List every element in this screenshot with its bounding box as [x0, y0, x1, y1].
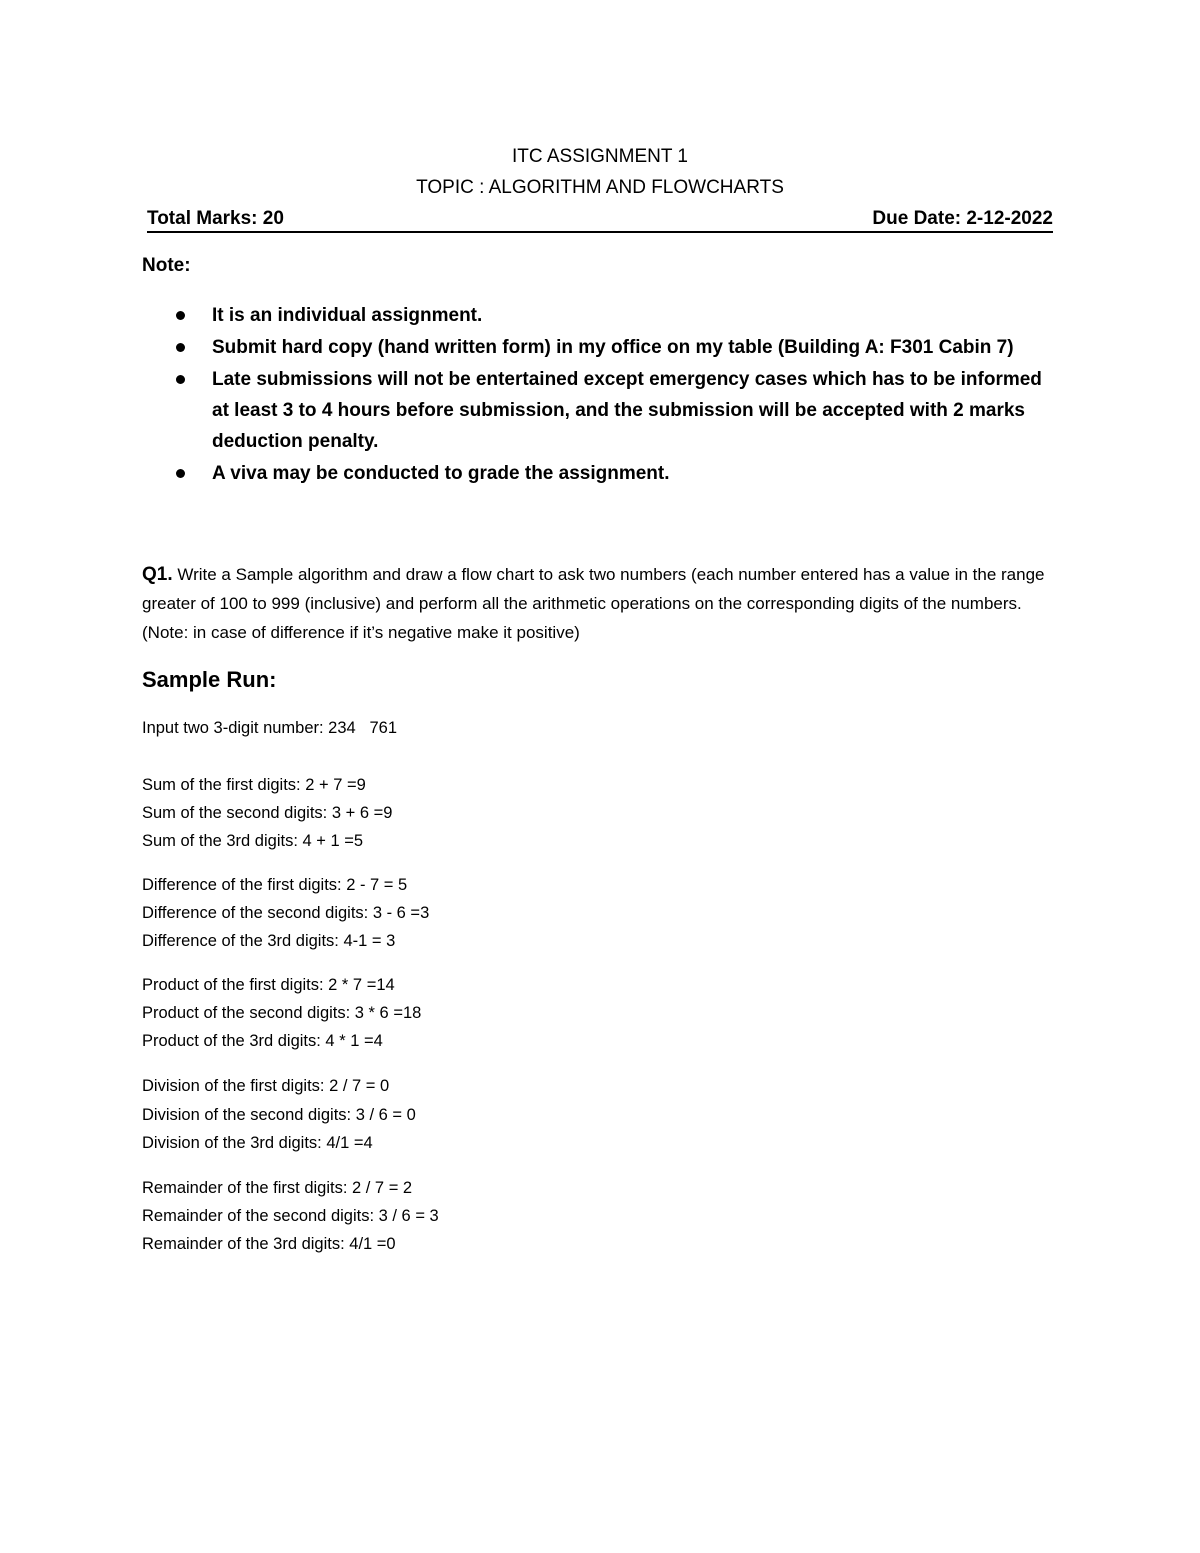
output-line: Product of the first digits: 2 * 7 =14	[142, 976, 395, 994]
note-text: It is an individual assignment.	[212, 305, 483, 326]
output-line: Difference of the first digits: 2 - 7 = 5	[142, 876, 408, 894]
output-line: Division of the second digits: 3 / 6 = 0	[142, 1106, 416, 1124]
note-text: Late submissions will not be entertained except emergency cases which has to be informed at least 3 to 4 hours before submission, and the submission will be accepted with 2 marks deduction penalty.	[212, 369, 1042, 452]
output-line: Remainder of the second digits: 3 / 6 = 3	[142, 1207, 439, 1225]
output-line: Product of the 3rd digits: 4 * 1 =4	[142, 1032, 383, 1050]
due-date: Due Date: 2-12-2022	[872, 208, 1053, 229]
bullet-icon	[176, 343, 185, 352]
note-label: Note:	[142, 255, 191, 276]
output-line: Division of the 3rd digits: 4/1 =4	[142, 1134, 373, 1152]
total-marks: Total Marks: 20	[147, 208, 284, 229]
marks-due-row	[147, 207, 1053, 233]
output-line: Sum of the first digits: 2 + 7 =9	[142, 776, 366, 794]
note-item	[142, 364, 1062, 457]
note-text: Submit hard copy (hand written form) in my office on my table (Building A: F301 Cabin 7)	[212, 337, 1014, 358]
output-line: Product of the second digits: 3 * 6 =18	[142, 1004, 422, 1022]
question-text: Write a Sample algorithm and draw a flow chart to ask two numbers (each number entered has a value in the range greater of 100 to 999 (inclusive) and perform all the arithmetic operations on the corresponding digits of the numbers. (Note: in case of difference if it’s negative make it positive)	[142, 565, 1045, 642]
question-1	[142, 560, 1062, 647]
output-line: Remainder of the first digits: 2 / 7 = 2	[142, 1179, 413, 1197]
output-line: Remainder of the 3rd digits: 4/1 =0	[142, 1235, 396, 1253]
bullet-icon	[176, 375, 185, 384]
input-line: Input two 3-digit number: 234 761	[142, 719, 397, 737]
note-item	[142, 458, 1062, 489]
note-item	[142, 300, 1062, 331]
bullet-icon	[176, 311, 185, 320]
note-item	[142, 332, 1062, 363]
output-line: Difference of the 3rd digits: 4-1 = 3	[142, 932, 396, 950]
output-line: Sum of the second digits: 3 + 6 =9	[142, 804, 393, 822]
note-list	[142, 300, 1062, 490]
sample-run-title: Sample Run:	[142, 667, 277, 692]
note-text: A viva may be conducted to grade the assignment.	[212, 463, 670, 484]
question-label: Q1.	[142, 564, 173, 585]
assignment-title: ITC ASSIGNMENT 1	[512, 146, 688, 167]
assignment-topic: TOPIC : ALGORITHM AND FLOWCHARTS	[416, 177, 784, 198]
output-line: Division of the first digits: 2 / 7 = 0	[142, 1077, 390, 1095]
output-line: Sum of the 3rd digits: 4 + 1 =5	[142, 832, 364, 850]
bullet-icon	[176, 469, 185, 478]
output-line: Difference of the second digits: 3 - 6 =3	[142, 904, 430, 922]
